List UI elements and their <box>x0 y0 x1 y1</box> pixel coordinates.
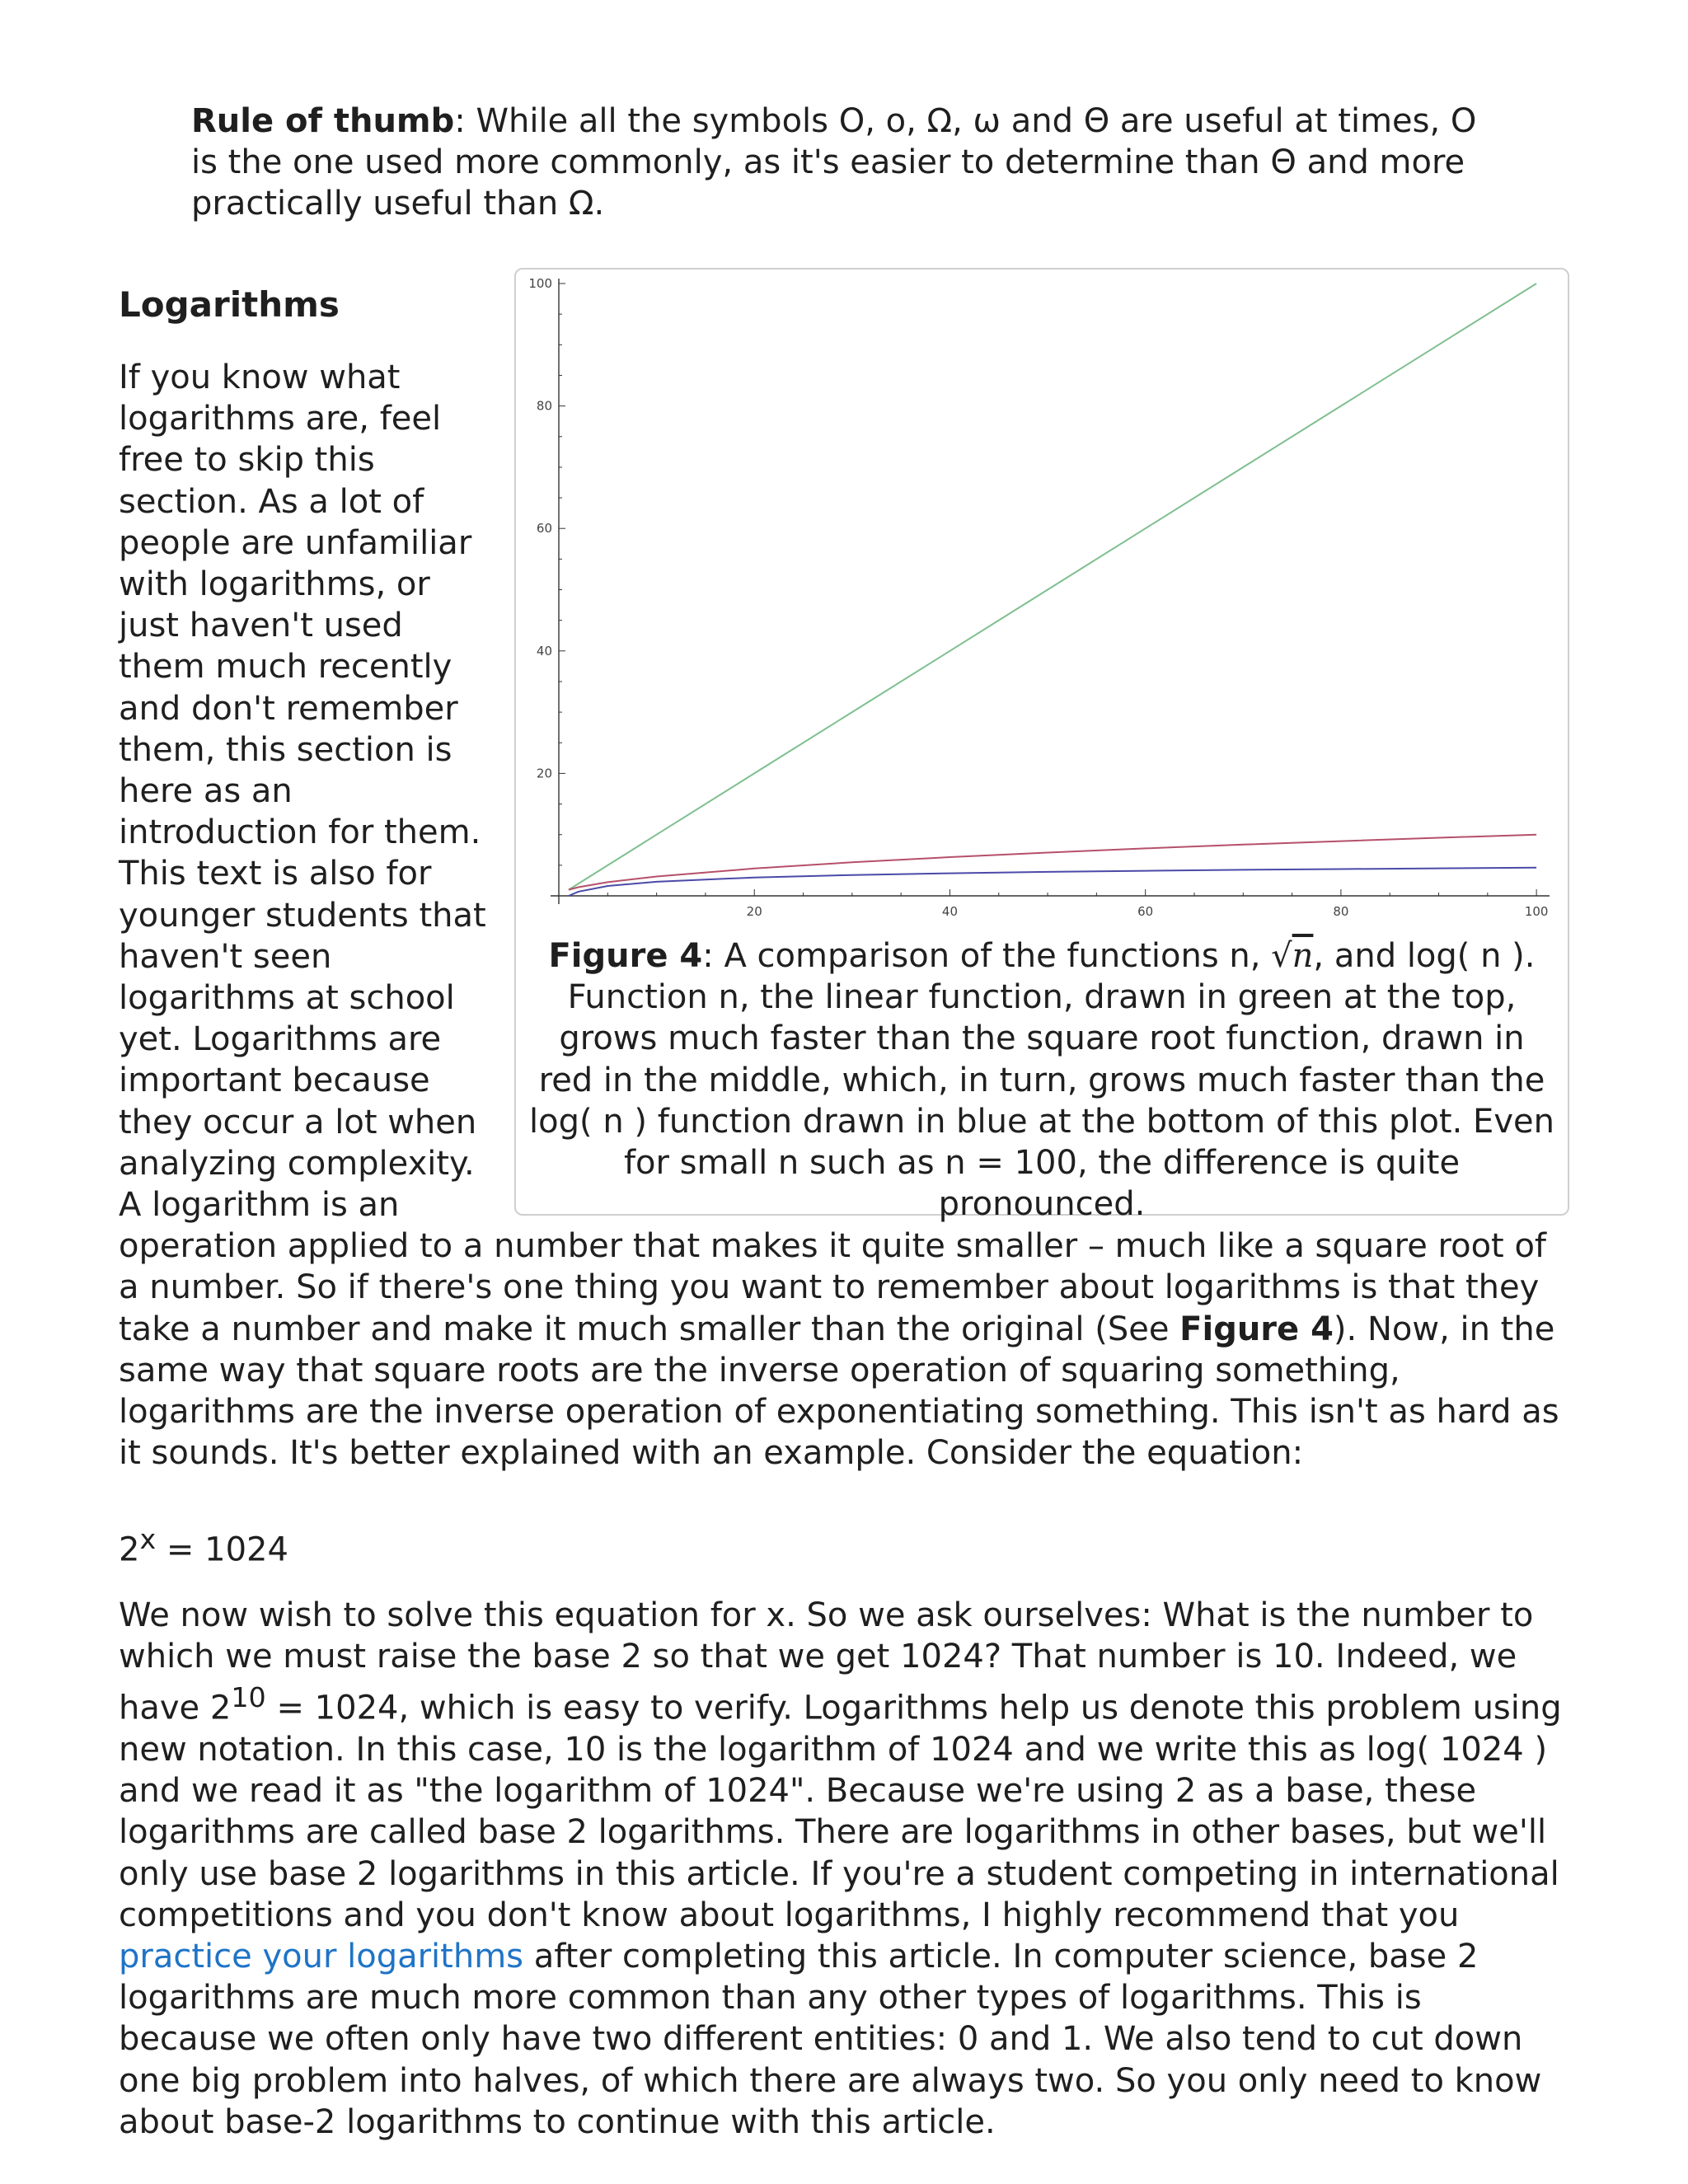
practice-logarithms-link[interactable]: practice your logarithms <box>119 1937 523 1975</box>
explanation-paragraph <box>119 1595 1569 2143</box>
x-tick-label: 20 <box>746 904 762 919</box>
figure-reference: Figure 4 <box>1179 1310 1334 1348</box>
x-tick-label: 60 <box>1137 904 1154 919</box>
sqrt-n-symbol <box>1271 937 1313 975</box>
equation-exponent: x <box>139 1523 157 1555</box>
equation-rhs: = 1024 <box>156 1530 288 1569</box>
caption-label: Figure 4 <box>548 937 703 975</box>
y-tick-label: 20 <box>536 766 552 781</box>
figure-caption <box>528 935 1556 1225</box>
sqrt-variable: n <box>1292 937 1314 975</box>
rule-text: : While all the symbols O, o, Ω, ω and Θ are useful at times, O is the one used more commonly, as it's easier to determine than Θ and more practically useful than Ω. <box>191 102 1477 223</box>
logarithm-term: logarithm <box>152 1186 312 1225</box>
intro-text-before: If you know what logarithms are, feel free to skip this section. As a lot of people are unfamiliar with logarithms, or just haven't used them much recently and don't remember them, this section is here as an introduction for them. This text is also for younger students that haven't seen logarithms at school yet. Logarithms are important because they occur a lot when analyzing complexity. A <box>119 359 486 1225</box>
figure-4 <box>514 268 1569 1224</box>
y-tick-label: 60 <box>536 521 552 537</box>
y-tick-label: 100 <box>528 276 552 291</box>
intro-text-mid: is an operation applied to a number that makes it quite smaller – much like a square root of a number. So if there's one thing you want to remember about logarithms is that they take a number and make it much smaller than the original (See <box>119 1186 1546 1348</box>
series-line-linear <box>569 284 1536 890</box>
intro-paragraph <box>119 276 1569 1474</box>
y-tick-label: 80 <box>536 398 552 414</box>
sqrt-radical: √ <box>1271 937 1292 975</box>
caption-part-2: , and log( n ). Function n, the linear function, drawn in green at the top, grows much faster than the square root function, drawn in red in the middle, which, in turn, grows much faster than the log( n ) function drawn in blue at the bottom of this plot. Even for small n such as n = 100, the difference is quite pronounced. <box>529 937 1554 1224</box>
equation <box>119 1519 288 1570</box>
rule-label: Rule of thumb <box>191 102 455 140</box>
para2-superscript: 10 <box>231 1681 266 1714</box>
para2-text-1: We now wish to solve this equation for x. So we ask ourselves: What is the number to which we must raise the base 2 so that we get 1024? That number is 10. Indeed, we have 2 <box>119 1596 1534 1727</box>
section-heading: Logarithms <box>119 284 340 325</box>
intro-text-after: ). Now, in the same way that square roots are the inverse operation of squaring something, logarithms are the inverse operation of exponentiating something. This isn't as hard as it sounds. It's better explained with an example. Consider the equation: <box>119 1310 1559 1473</box>
x-tick-label: 100 <box>1524 904 1549 919</box>
y-tick-label: 40 <box>536 643 552 658</box>
x-tick-label: 40 <box>941 904 959 919</box>
para2-text-2: = 1024, which is easy to verify. Logarithms help us denote this problem using new notation. In this case, 10 is the logarithm of 1024 and we write this as log( 1024 ) and we read it as "the logarithm of 1024". Because we're using 2 as a base, these logarithms are called base 2 logarithms. There are logarithms in other bases, but we'll only use base 2 logarithms in this article. If you're a student competing in international competitions and you don't know about logarithms, I highly recommend that you <box>119 1689 1562 1934</box>
para2-text-3: after completing this article. In computer science, base 2 logarithms are much more common than any other types of logarithms. This is because we often only have two different entities: 0 and 1. We also tend to cut down one big problem into halves, of which there are always two. So you only need to know about base-2 logarithms to continue with this article. <box>119 1937 1542 2141</box>
equation-base: 2 <box>119 1530 140 1569</box>
series-line-sqrt <box>569 835 1536 890</box>
x-tick-label: 80 <box>1333 904 1349 919</box>
caption-part-1: : A comparison of the functions n, <box>702 937 1272 975</box>
rule-of-thumb <box>191 101 1510 224</box>
